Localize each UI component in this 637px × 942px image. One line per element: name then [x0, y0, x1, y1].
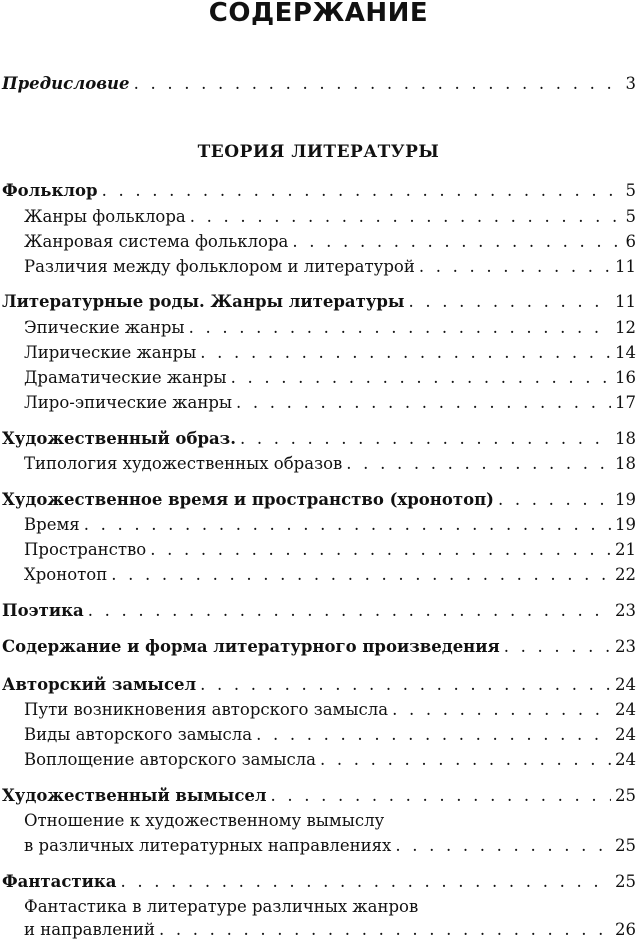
dot-leader — [236, 391, 611, 415]
toc-entry-title: в различных литературных направлениях — [24, 836, 392, 855]
toc-page-number: 5 — [625, 181, 636, 200]
toc-entry-title: Художественное время и пространство (хронотоп) — [2, 490, 494, 509]
toc-subsection[interactable] — [0, 698, 637, 722]
toc-entry-title: Пространство — [24, 540, 147, 559]
toc-page-number: 24 — [615, 750, 636, 769]
toc-entry-title: Литературные роды. Жанры литературы — [2, 292, 405, 311]
toc-subsection-first-line[interactable]: Отношение к художественному вымыслу — [24, 811, 385, 830]
dot-leader — [190, 205, 622, 229]
toc-entry-title: Пути возникновения авторского замысла — [24, 700, 389, 719]
dot-leader — [150, 538, 611, 562]
toc-entry-preface[interactable] — [0, 72, 637, 96]
dot-leader — [498, 488, 611, 512]
toc-page-number: 21 — [615, 540, 636, 559]
dot-leader — [256, 723, 611, 747]
toc-entry-title: Лирические жанры — [24, 343, 197, 362]
toc-subsection[interactable] — [0, 391, 637, 415]
dot-leader — [292, 230, 621, 254]
toc-subsection[interactable] — [0, 918, 637, 942]
dot-leader — [189, 316, 611, 340]
toc-subsection[interactable] — [0, 723, 637, 747]
toc-entry-title: Типология художественных образов — [24, 454, 343, 473]
toc-page-number: 16 — [615, 368, 636, 387]
toc-page-number: 11 — [615, 257, 636, 276]
toc-subsection[interactable] — [0, 538, 637, 562]
toc-section[interactable] — [0, 673, 637, 697]
toc-page-number: 23 — [615, 637, 636, 656]
toc-page-number: 24 — [615, 675, 636, 694]
toc-entry-title: Содержание и форма литературного произведения — [2, 637, 500, 656]
toc-entry-title: Воплощение авторского замысла — [24, 750, 317, 769]
toc-entry-title: Художественный образ. — [2, 429, 236, 448]
toc-page-number: 18 — [615, 454, 636, 473]
toc-subsection[interactable] — [0, 316, 637, 340]
toc-subsection[interactable] — [0, 452, 637, 476]
dot-leader — [88, 599, 611, 623]
toc-page-number: 18 — [615, 429, 636, 448]
page-title: СОДЕРЖАНИЕ — [208, 0, 429, 28]
toc-subsection[interactable] — [0, 513, 637, 537]
toc-entry-title: Поэтика — [2, 601, 84, 620]
toc-entry-title: Авторский замысел — [2, 675, 197, 694]
toc-page-number: 19 — [615, 515, 636, 534]
toc-subsection[interactable] — [0, 563, 637, 587]
dot-leader — [504, 635, 611, 659]
toc-entry-title: Драматические жанры — [24, 368, 227, 387]
toc-page-number: 25 — [615, 872, 636, 891]
toc-entry-title: Эпические жанры — [24, 318, 185, 337]
dot-leader — [395, 834, 611, 858]
dot-leader — [240, 427, 611, 451]
dot-leader — [320, 748, 611, 772]
toc-entry-title: Фантастика — [2, 872, 117, 891]
toc-section[interactable] — [0, 427, 637, 451]
toc-subsection[interactable] — [0, 255, 637, 279]
dot-leader — [200, 341, 611, 365]
toc-section[interactable] — [0, 599, 637, 623]
dot-leader — [159, 918, 611, 942]
toc-page-number: 5 — [625, 207, 636, 226]
part-heading: ТЕОРИЯ ЛИТЕРАТУРЫ — [197, 142, 440, 162]
toc-page-number: 25 — [615, 786, 636, 805]
toc-page-number: 23 — [615, 601, 636, 620]
toc-entry-title: Лиро-эпические жанры — [24, 393, 233, 412]
dot-leader — [392, 698, 611, 722]
dot-leader — [419, 255, 611, 279]
toc-page-number: 24 — [615, 725, 636, 744]
toc-page-number: 3 — [625, 74, 636, 93]
toc-page-number: 19 — [615, 490, 636, 509]
toc-entry-title: Хронотоп — [24, 565, 108, 584]
dot-leader — [84, 513, 611, 537]
toc-subsection[interactable] — [0, 341, 637, 365]
toc-section[interactable] — [0, 870, 637, 894]
toc-section[interactable] — [0, 635, 637, 659]
dot-leader — [120, 870, 611, 894]
toc-entry-title: Художественный вымысел — [2, 786, 267, 805]
toc-page-number: 14 — [615, 343, 636, 362]
toc-entry-title: Фольклор — [2, 181, 98, 200]
toc-section[interactable] — [0, 290, 637, 314]
toc-entry-title: Предисловие — [2, 74, 130, 93]
toc-entry-title: Виды авторского замысла — [24, 725, 253, 744]
toc-entry-title: Жанры фольклора — [24, 207, 186, 226]
toc-subsection[interactable] — [0, 205, 637, 229]
toc-page-number: 22 — [615, 565, 636, 584]
toc-entry-title: и направлений — [24, 920, 156, 939]
dot-leader — [200, 673, 611, 697]
toc-section[interactable] — [0, 784, 637, 808]
toc-subsection[interactable] — [0, 834, 637, 858]
toc-page-number: 6 — [625, 232, 636, 251]
dot-leader — [408, 290, 611, 314]
toc-page-number: 24 — [615, 700, 636, 719]
toc-page-number: 12 — [615, 318, 636, 337]
toc-page-number: 26 — [615, 920, 636, 939]
dot-leader — [231, 366, 611, 390]
toc-subsection[interactable] — [0, 748, 637, 772]
toc-page-number: 25 — [615, 836, 636, 855]
toc-section[interactable] — [0, 488, 637, 512]
toc-page-number: 11 — [615, 292, 636, 311]
toc-subsection[interactable] — [0, 366, 637, 390]
dot-leader — [346, 452, 611, 476]
toc-subsection-first-line[interactable]: Фантастика в литературе различных жанров — [24, 897, 419, 916]
dot-leader — [271, 784, 612, 808]
dot-leader — [111, 563, 611, 587]
toc-entry-title: Жанровая система фольклора — [24, 232, 289, 251]
dot-leader — [134, 72, 622, 96]
dot-leader — [102, 179, 622, 203]
toc-subsection[interactable] — [0, 230, 637, 254]
toc-page-number: 17 — [615, 393, 636, 412]
toc-entry-title: Различия между фольклором и литературой — [24, 257, 415, 276]
toc-entry-title: Время — [24, 515, 80, 534]
toc-section[interactable] — [0, 179, 637, 203]
